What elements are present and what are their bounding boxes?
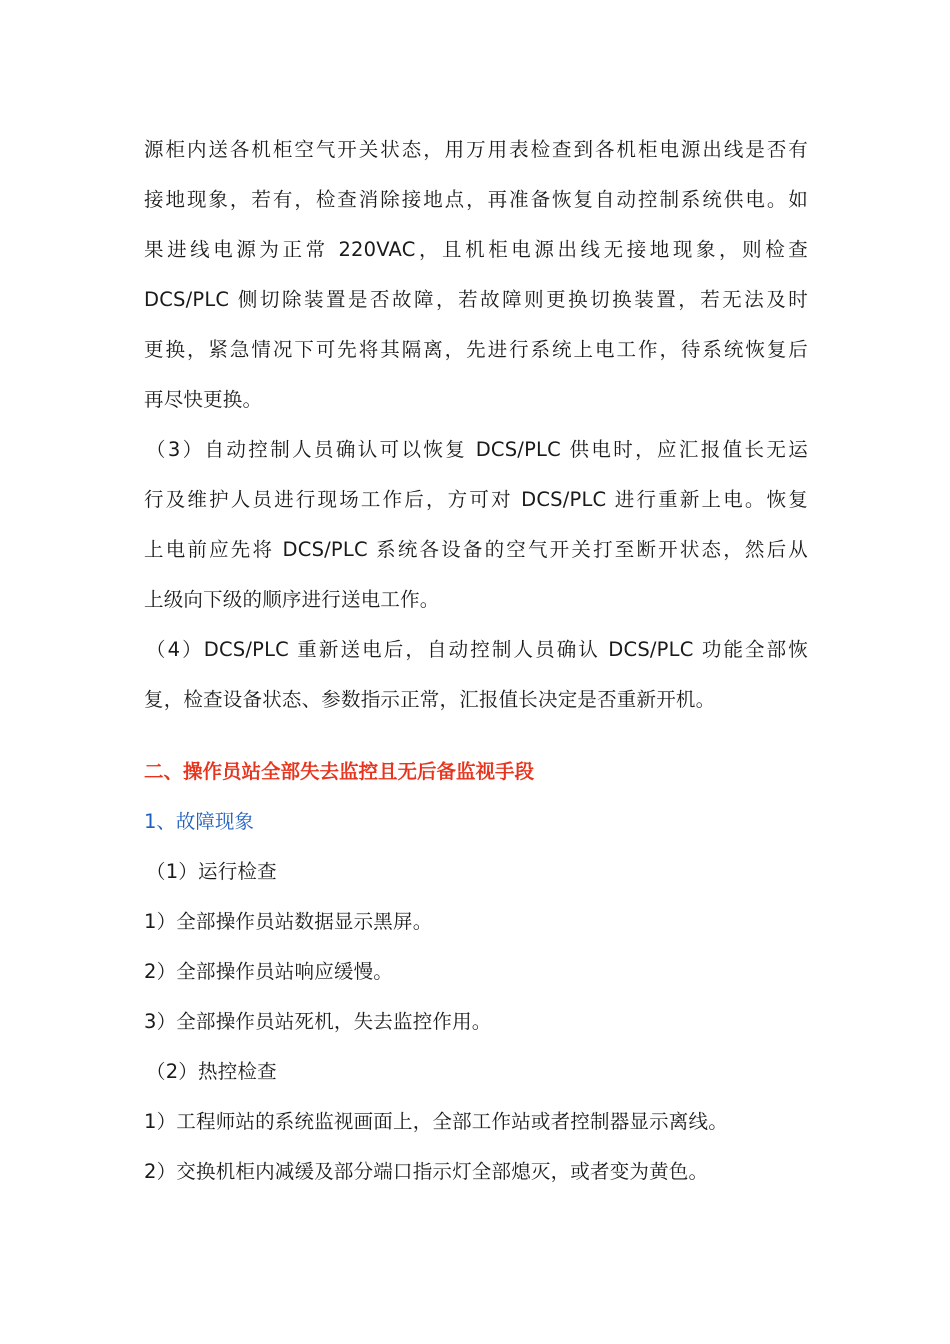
paragraph-step-3 (144, 425, 808, 625)
list-item: 2）交换机柜内减缓及部分端口指示灯全部熄灭，或者变为黄色。 (144, 1160, 709, 1183)
section-spacer (144, 725, 808, 747)
text-line: （4）DCS/PLC 重新送电后，自动控制人员确认 DCS/PLC 功能全部恢 (146, 638, 808, 661)
run-check-title: （1）运行检查 (146, 860, 277, 883)
text-line: 源柜内送各机柜空气开关状态，用万用表检查到各机柜电源出线是否有 (144, 138, 808, 161)
text-line: 复，检查设备状态、参数指示正常，汇报值长决定是否重新开机。 (144, 688, 716, 711)
run-check-section (144, 847, 808, 1047)
text-line: 上电前应先将 DCS/PLC 系统各设备的空气开关打至断开状态，然后从 (144, 538, 808, 561)
text-line: （3）自动控制人员确认可以恢复 DCS/PLC 供电时，应汇报值长无运 (146, 438, 808, 461)
list-item: 1）工程师站的系统监视画面上，全部工作站或者控制器显示离线。 (144, 1110, 728, 1133)
document-body (144, 125, 808, 1197)
text-line: 果进线电源为正常 220VAC，且机柜电源出线无接地现象，则检查 (144, 238, 808, 261)
text-line: 行及维护人员进行现场工作后，方可对 DCS/PLC 进行重新上电。恢复 (144, 488, 808, 511)
section-heading: 二、操作员站全部失去监控且无后备监视手段 (144, 760, 535, 783)
subsection-heading: 1、故障现象 (144, 810, 254, 833)
paragraph-step-4 (144, 625, 808, 725)
text-line: DCS/PLC 侧切除装置是否故障，若故障则更换切换装置，若无法及时 (144, 288, 808, 311)
thermal-check-section (144, 1047, 808, 1197)
text-line: 更换，紧急情况下可先将其隔离，先进行系统上电工作，待系统恢复后 (144, 338, 808, 361)
list-item: 3）全部操作员站死机，失去监控作用。 (144, 1010, 492, 1033)
list-item: 2）全部操作员站响应缓慢。 (144, 960, 394, 983)
thermal-check-title: （2）热控检查 (146, 1060, 277, 1083)
text-line: 上级向下级的顺序进行送电工作。 (144, 588, 440, 611)
paragraph-power-restore (144, 125, 808, 425)
text-line: 接地现象，若有，检查消除接地点，再准备恢复自动控制系统供电。如 (144, 188, 808, 211)
list-item: 1）全部操作员站数据显示黑屏。 (144, 910, 433, 933)
text-line: 再尽快更换。 (144, 388, 263, 411)
